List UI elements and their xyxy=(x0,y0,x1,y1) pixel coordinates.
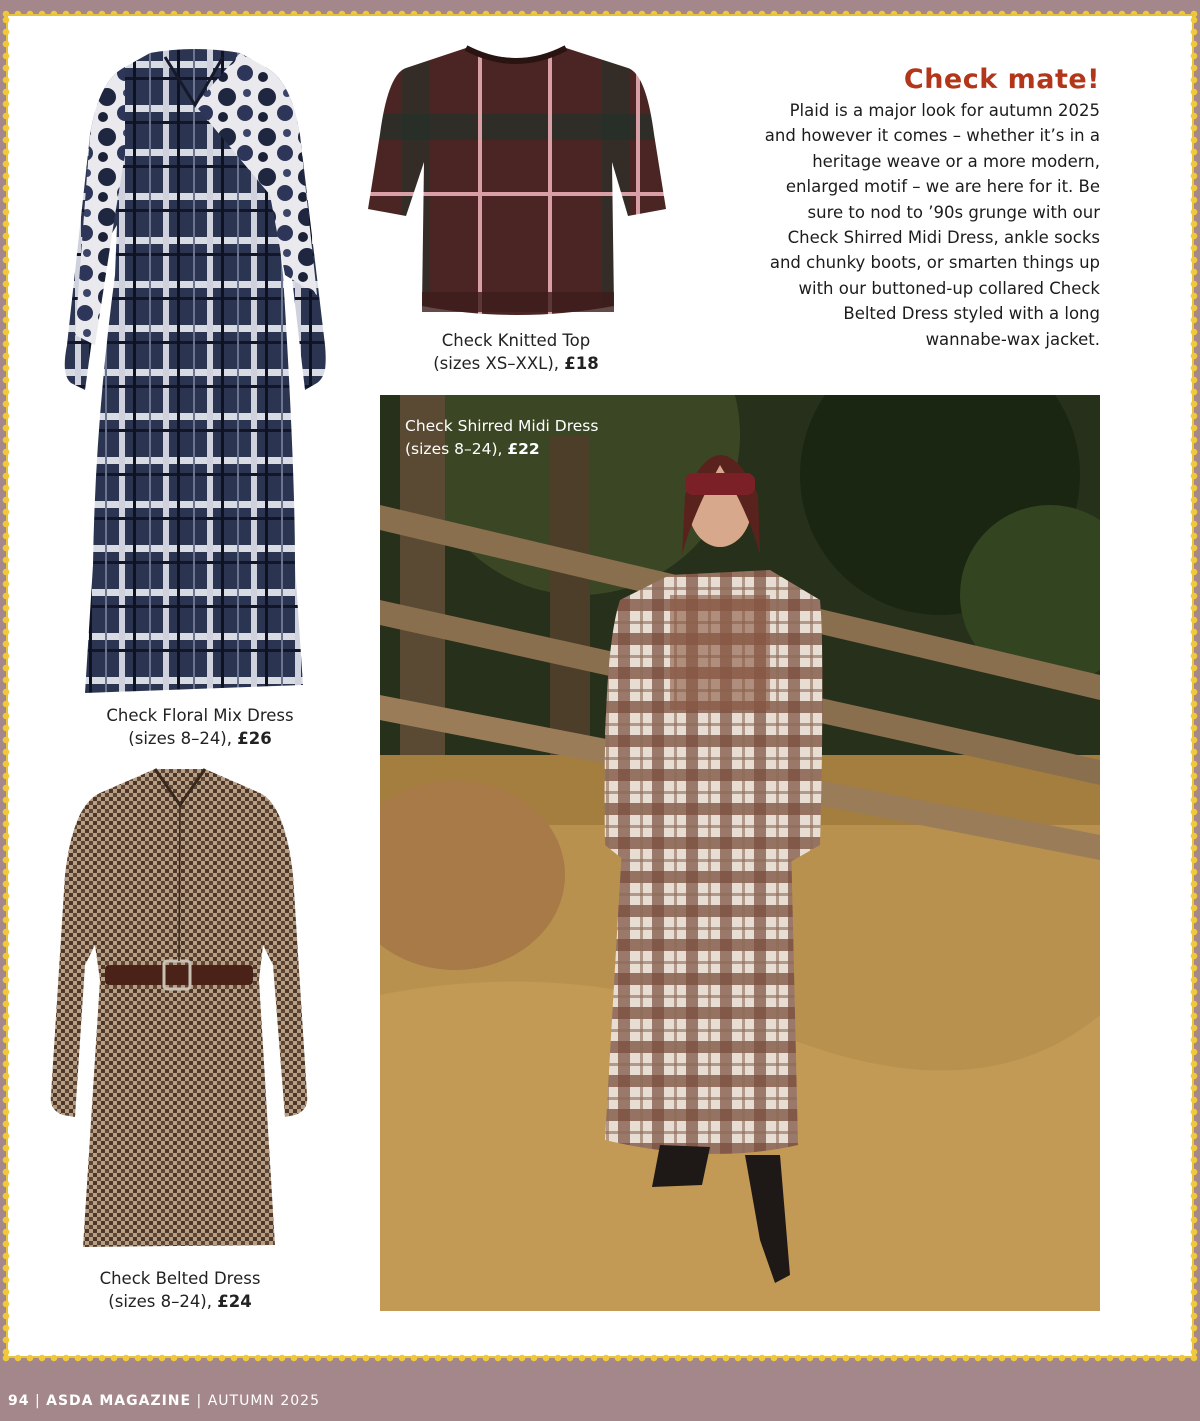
footer-separator: | xyxy=(196,1393,203,1409)
product-name: Check Shirred Midi Dress xyxy=(405,417,599,435)
lifestyle-photo xyxy=(380,395,1100,1311)
product-name: Check Knitted Top xyxy=(441,331,591,350)
product-sizes: (sizes 8–24), xyxy=(405,440,503,458)
product-price: £22 xyxy=(507,440,540,458)
check-knitted-top-image xyxy=(366,44,666,322)
body-line: enlarged motif – we are here for it. Be xyxy=(785,177,1100,197)
check-shirred-midi-dress-caption xyxy=(405,415,598,461)
left-scallop-border xyxy=(2,14,10,1358)
body-line: Belted Dress styled with a long xyxy=(843,304,1100,324)
check-floral-mix-dress-caption xyxy=(55,704,345,750)
product-name: Check Belted Dress xyxy=(99,1269,261,1288)
check-belted-dress-image xyxy=(45,765,315,1255)
check-floral-mix-dress-image xyxy=(55,45,335,700)
page-number: 94 xyxy=(8,1393,30,1409)
product-name: Check Floral Mix Dress xyxy=(106,706,294,725)
article-heading: Check mate! xyxy=(903,64,1100,95)
article-body xyxy=(700,98,1100,352)
body-line: and however it comes – whether it’s in a xyxy=(764,126,1100,146)
product-price: £24 xyxy=(217,1292,252,1311)
body-line: sure to nod to ’90s grunge with our xyxy=(807,202,1100,222)
magazine-name: ASDA MAGAZINE xyxy=(46,1393,192,1409)
check-knitted-top-caption xyxy=(366,329,666,375)
body-line: heritage weave or a more modern, xyxy=(812,151,1100,171)
body-line: and chunky boots, or smarten things up xyxy=(769,253,1100,273)
product-sizes: (sizes 8–24), xyxy=(128,729,232,748)
right-scallop-border xyxy=(1190,14,1198,1358)
footer-separator: | xyxy=(34,1393,41,1409)
body-line: wannabe-wax jacket. xyxy=(925,329,1100,349)
product-price: £26 xyxy=(237,729,272,748)
page-footer xyxy=(8,1393,320,1409)
product-price: £18 xyxy=(564,354,599,373)
body-line: Plaid is a major look for autumn 2025 xyxy=(789,101,1100,120)
body-line: Check Shirred Midi Dress, ankle socks xyxy=(787,228,1100,248)
bottom-scallop-border xyxy=(0,1354,1200,1362)
product-sizes: (sizes 8–24), xyxy=(108,1292,212,1311)
issue-label: AUTUMN 2025 xyxy=(207,1393,320,1409)
product-sizes: (sizes XS–XXL), xyxy=(433,354,560,373)
model-scene-illustration xyxy=(380,395,1100,1311)
check-belted-dress-caption xyxy=(35,1267,325,1313)
body-line: with our buttoned-up collared Check xyxy=(798,278,1100,298)
